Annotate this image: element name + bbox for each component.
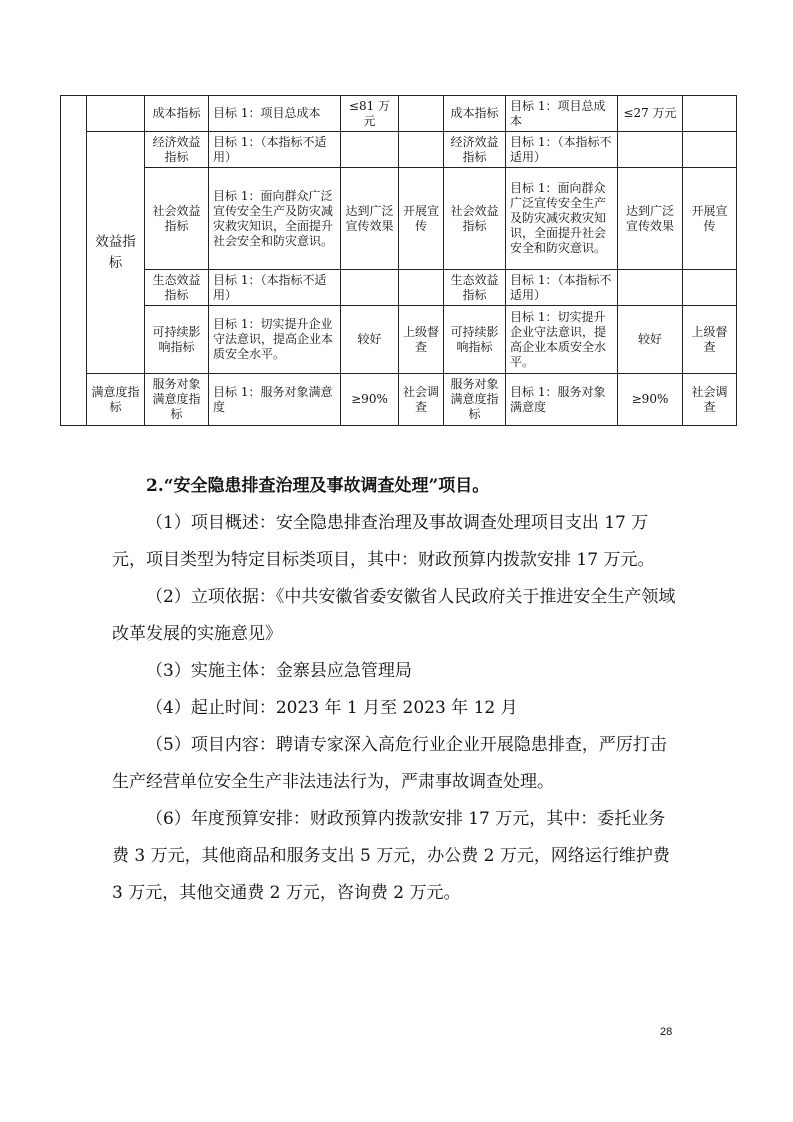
method-cell	[683, 132, 737, 168]
value-cell	[618, 270, 683, 306]
method-cell: 上级督查	[399, 306, 444, 374]
paragraph-implementer: （3）实施主体：金寨县应急管理局	[146, 661, 412, 681]
goal-cell: 目标 1：（本指标不适用）	[209, 270, 341, 306]
third-level-cell: 服务对象满意度指标	[444, 374, 506, 426]
value-cell: ≥90%	[618, 374, 683, 426]
benefit-indicator-label: 效益指标	[87, 132, 145, 374]
value-cell: 较好	[618, 306, 683, 374]
third-level-cell: 服务对象满意度指标	[145, 374, 209, 426]
value-cell: ≥90%	[341, 374, 399, 426]
third-level-cell: 社会效益指标	[145, 168, 209, 270]
goal-cell: 目标 1：切实提升企业守法意识，提高企业本质安全水平。	[506, 306, 618, 374]
table-row	[61, 168, 737, 270]
paragraph-period: （4）起止时间：2023 年 1 月至 2023 年 12 月	[146, 698, 518, 718]
third-level-cell: 经济效益指标	[444, 132, 506, 168]
goal-cell: 目标 1：面向群众广泛宣传安全生产及防灾减灾救灾知识，全面提升社会安全和防灾意识。	[506, 168, 618, 270]
third-level-cell: 生态效益指标	[145, 270, 209, 306]
document-body	[112, 468, 682, 912]
method-cell: 社会调查	[683, 374, 737, 426]
method-cell: 社会调查	[399, 374, 444, 426]
third-level-cell: 经济效益指标	[145, 132, 209, 168]
value-cell: ≤81 万元	[341, 96, 399, 132]
goal-cell: 目标 1：项目总成本	[506, 96, 618, 132]
table-row	[61, 96, 737, 132]
goal-cell: 目标 1：服务对象满意度	[506, 374, 618, 426]
first-level-cell	[61, 96, 87, 426]
performance-indicator-table	[60, 95, 737, 426]
value-cell	[341, 270, 399, 306]
third-level-cell: 社会效益指标	[444, 168, 506, 270]
paragraph-budget: （6）年度预算安排：财政预算内拨款安排 17 万元，其中：委托业务费 3 万元，其他商品和服务支出 5 万元，办公费 2 万元，网络运行维护费 3 万元，其他交通费 2 万元，咨询费 2 万元。	[112, 809, 670, 903]
value-cell: 较好	[341, 306, 399, 374]
method-cell: 开展宣传	[683, 168, 737, 270]
method-cell	[683, 270, 737, 306]
method-cell: 上级督查	[683, 306, 737, 374]
method-cell	[399, 270, 444, 306]
table-row	[61, 374, 737, 426]
third-level-cell: 生态效益指标	[444, 270, 506, 306]
second-level-cell	[87, 96, 145, 132]
goal-cell: 目标 1：项目总成本	[209, 96, 341, 132]
paragraph-basis: （2）立项依据：《中共安徽省委安徽省人民政府关于推进安全生产领域改革发展的实施意见》	[112, 587, 676, 644]
third-level-cell: 可持续影响指标	[145, 306, 209, 374]
paragraph-content: （5）项目内容：聘请专家深入高危行业企业开展隐患排查，严厉打击生产经营单位安全生产非法违法行为，严肃事故调查处理。	[112, 735, 667, 792]
table-row	[61, 132, 737, 168]
goal-cell: 目标 1：（本指标不适用）	[506, 270, 618, 306]
value-cell: 达到广泛宣传效果	[618, 168, 683, 270]
section-heading: 2.“安全隐患排查治理及事故调查处理”项目。	[146, 476, 490, 496]
goal-cell: 目标 1：切实提升企业守法意识，提高企业本质安全水平。	[209, 306, 341, 374]
page-number: 28	[660, 1026, 673, 1038]
method-cell: 开展宣传	[399, 168, 444, 270]
indicator-table-wrapper	[60, 95, 736, 426]
value-cell	[341, 132, 399, 168]
value-cell	[618, 132, 683, 168]
third-level-cell: 成本指标	[444, 96, 506, 132]
goal-cell: 目标 1：（本指标不适用）	[506, 132, 618, 168]
third-level-cell: 成本指标	[145, 96, 209, 132]
method-cell	[683, 96, 737, 132]
value-cell: 达到广泛宣传效果	[341, 168, 399, 270]
method-cell	[399, 96, 444, 132]
value-cell: ≤27 万元	[618, 96, 683, 132]
method-cell	[399, 132, 444, 168]
table-row	[61, 270, 737, 306]
second-level-cell: 满意度指标	[87, 374, 145, 426]
goal-cell: 目标 1：服务对象满意度	[209, 374, 341, 426]
third-level-cell: 可持续影响指标	[444, 306, 506, 374]
goal-cell: 目标 1：（本指标不适用）	[209, 132, 341, 168]
paragraph-overview: （1）项目概述：安全隐患排查治理及事故调查处理项目支出 17 万元，项目类型为特定目标类项目，其中：财政预算内拨款安排 17 万元。	[112, 513, 655, 570]
goal-cell: 目标 1：面向群众广泛宣传安全生产及防灾减灾救灾知识，全面提升社会安全和防灾意识。	[209, 168, 341, 270]
table-row	[61, 306, 737, 374]
